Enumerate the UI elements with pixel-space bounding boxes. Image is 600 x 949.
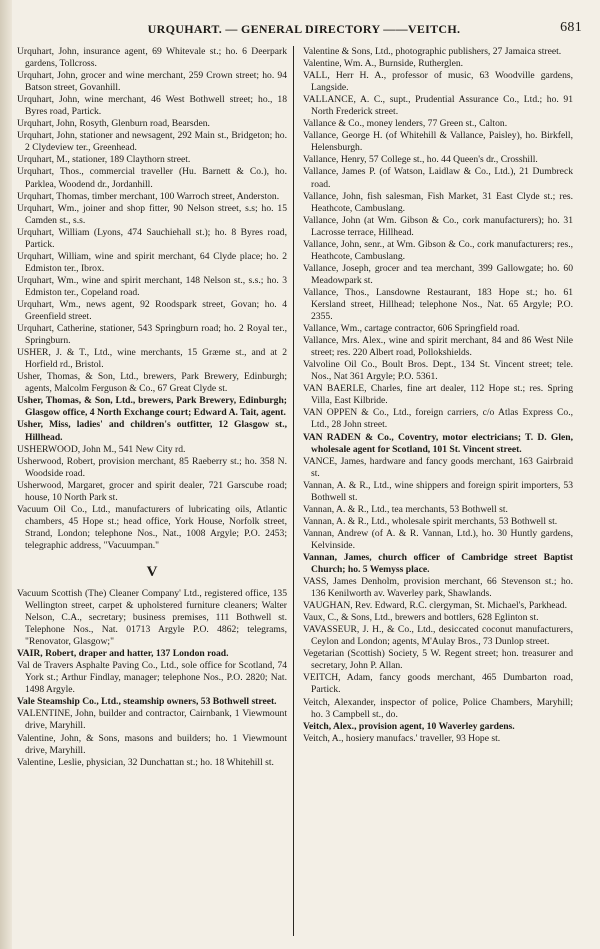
directory-entry: VEITCH, Adam, fancy goods merchant, 465 Dumbarton road, Partick. xyxy=(303,672,573,696)
directory-entry: Vallance, Henry, 57 College st., ho. 44 Queen's dr., Crosshill. xyxy=(303,154,538,166)
page-number: 681 xyxy=(560,20,582,35)
right-column xyxy=(303,46,573,745)
directory-entry: Vallance, John, senr., at Wm. Gibson & Co., cork manufacturers; res., Heathcote, Cambuslang. xyxy=(303,238,573,262)
directory-entry: Urquhart, William, wine and spirit merchant, 64 Clyde place; ho. 2 Edmiston ter., Ibrox. xyxy=(17,250,287,274)
directory-entry: Urquhart, Wm., wine and spirit merchant, 148 Nelson st., s.s.; ho. 3 Edmiston ter., Copeland road. xyxy=(17,274,287,298)
directory-entry: Urquhart, Wm., joiner and shop fitter, 90 Nelson street, s.s; ho. 15 Camden st., s.s. xyxy=(17,202,287,226)
directory-entry: Usher, Miss, ladies' and children's outfitter, 12 Glasgow st., Hillhead. xyxy=(17,419,287,443)
directory-entry: Vallance, Wm., cartage contractor, 606 Springfield road. xyxy=(303,323,520,335)
directory-entry: Vegetarian (Scottish) Society, 5 W. Regent street; hon. treasurer and secretary, John P. Allan. xyxy=(303,648,573,672)
directory-entry: Valentine, Wm. A., Burnside, Rutherglen. xyxy=(303,58,464,70)
directory-entry: Usher, Thomas, & Son, Ltd., brewers, Park Brewery, Edinburgh; agents, Malcolm Ferguson & Co., 67 Great Clyde st. xyxy=(17,371,287,395)
column-divider xyxy=(293,46,294,936)
directory-entry: Usherwood, Margaret, grocer and spirit dealer, 721 Garscube road; house, 10 North Park st. xyxy=(17,479,287,503)
directory-entry: Valentine, Leslie, physician, 32 Dunchattan st.; ho. 18 Whitehill st. xyxy=(17,756,274,768)
directory-entry: VALLANCE, A. C., supt., Prudential Assurance Co., Ltd.; ho. 91 North Frederick street. xyxy=(303,94,573,118)
directory-entry: Urquhart, Wm., news agent, 92 Roodspark street, Govan; ho. 4 Greenfield street. xyxy=(17,298,287,323)
directory-entry: Vallance, George H. (of Whitehill & Vallance, Paisley), ho. Birkfell, Helensburgh. xyxy=(303,130,573,154)
directory-entry: Veitch, Alexander, inspector of police, Police Chambers, Maryhill; ho. 3 Campbell st., do. xyxy=(303,696,573,720)
directory-entry: Vallance, James P. (of Watson, Laidlaw & Co., Ltd.), 21 Dumbreck road. xyxy=(303,166,573,190)
directory-entry: Valentine, John, & Sons, masons and builders; ho. 1 Viewmount drive, Maryhill. xyxy=(17,732,287,756)
directory-entry: Urquhart, Catherine, stationer, 543 Springburn road; ho. 2 Royal ter., Springburn. xyxy=(17,323,287,347)
directory-entry: Urquhart, John, Rosyth, Glenburn road, Bearsden. xyxy=(17,118,210,130)
directory-entry: Vannan, James, church officer of Cambridge street Baptist Church; ho. 5 Wemyss place. xyxy=(303,551,573,576)
directory-entry: VAIR, Robert, draper and hatter, 137 London road. xyxy=(17,648,229,660)
directory-entry: VANCE, James, hardware and fancy goods merchant, 163 Gairbraid st. xyxy=(303,455,573,479)
directory-entry: Veitch, A., hosiery manufacs.' traveller, 93 Hope st. xyxy=(303,732,501,744)
directory-entry: Urquhart, M., stationer, 189 Claythorn street. xyxy=(17,154,191,166)
directory-entry: Vannan, A. & R., Ltd., tea merchants, 53 Bothwell st. xyxy=(303,503,508,515)
directory-entry: USHERWOOD, John M., 541 New City rd. xyxy=(17,443,186,455)
directory-entry: Vannan, Andrew (of A. & R. Vannan, Ltd.), ho. 30 Huntly gardens, Kelvinside. xyxy=(303,527,573,551)
running-header: URQUHART. — GENERAL DIRECTORY ——VEITCH. xyxy=(147,22,461,36)
directory-entry: Valentine & Sons, Ltd., photographic publishers, 27 Jamaica street. xyxy=(303,46,562,57)
directory-entry: Vannan, A. & R., Ltd., wine shippers and foreign spirit importers, 53 Bothwell st. xyxy=(303,479,573,503)
directory-entry: Urquhart, William (Lyons, 474 Sauchiehall st.); ho. 8 Byres road, Partick. xyxy=(17,226,287,250)
directory-entry: VAN RADEN & Co., Coventry, motor electricians; T. D. Glen, wholesale agent for Scotland, 101 St. Vincent street. xyxy=(303,431,573,455)
directory-entry: Urquhart, John, wine merchant, 46 West Bothwell street; ho., 18 Byres road, Partick. xyxy=(17,94,287,118)
directory-entry: Urquhart, Thomas, timber merchant, 100 Warroch street, Anderston. xyxy=(17,190,280,202)
directory-entry: Urquhart, John, insurance agent, 69 Whitevale st.; ho. 6 Deerpark gardens, Tollcross. xyxy=(17,46,287,70)
directory-entry: Urquhart, Thos., commercial traveller (Hu. Barnett & Co.), ho. Parklea, Woodend dr., Jordanhill. xyxy=(17,166,287,190)
directory-entry: Vacuum Scottish (The) Cleaner Company' Ltd., registered office, 135 Wellington street, carpet & upholstered furniture cleaners; Walter Nelson, C.A., secretary; business premises, 111 Bothwell st. Telephone Nos., Nat. 01713 Argyle P.O. 4862; telegrams, "Renovator, Glasgow;" xyxy=(17,587,287,648)
directory-entry: Usherwood, Robert, provision merchant, 85 Raeberry st.; ho. 358 N. Woodside road. xyxy=(17,455,287,479)
directory-entry: VALL, Herr H. A., professor of music, 63 Woodville gardens, Langside. xyxy=(303,70,573,94)
directory-entry: Valvoline Oil Co., Boult Bros. Dept., 134 St. Vincent street; tele. Nos., Nat 361 Argyle; P.O. 5361. xyxy=(303,359,573,383)
directory-entry: Urquhart, John, stationer and newsagent, 292 Main st., Bridgeton; ho. 2 Clydeview ter., Greenhead. xyxy=(17,130,287,154)
directory-entry: VAN BAERLE, Charles, fine art dealer, 112 Hope st.; res. Spring Villa, East Kilbride. xyxy=(303,383,573,407)
directory-entry: USHER, J. & T., Ltd., wine merchants, 15 Græme st., and at 2 Horfield rd., Bristol. xyxy=(17,347,287,371)
page-header xyxy=(14,22,594,40)
directory-entry: Vaux, C., & Sons, Ltd., brewers and bottlers, 628 Eglinton st. xyxy=(303,612,539,624)
left-column xyxy=(17,46,287,769)
directory-entry: Vallance, John, fish salesman, Fish Market, 31 East Clyde st.; res. Heathcote, Cambuslang. xyxy=(303,190,573,214)
directory-entry: VAUGHAN, Rev. Edward, R.C. clergyman, St. Michael's, Parkhead. xyxy=(303,600,568,612)
directory-entry: Vallance & Co., money lenders, 77 Green st., Calton. xyxy=(303,118,508,130)
directory-entry: VASS, James Denholm, provision merchant, 66 Stevenson st.; ho. 136 Kenilworth av. Waverley park, Shawlands. xyxy=(303,576,573,600)
directory-entry: Vallance, Mrs. Alex., wine and spirit merchant, 84 and 86 West Nile street; res. 220 Albert road, Pollokshields. xyxy=(303,335,573,359)
directory-entry: Vannan, A. & R., Ltd., wholesale spirit merchants, 53 Bothwell st. xyxy=(303,515,558,527)
directory-entry: Usher, Thomas, & Son, Ltd., brewers, Park Brewery, Edinburgh; Glasgow office, 4 North Exchange court; Edward A. Tait, agent. xyxy=(17,395,287,419)
directory-entry: Vale Steamship Co., Ltd., steamship owners, 53 Bothwell street. xyxy=(17,696,277,708)
book-spine-shadow xyxy=(0,0,12,949)
directory-entry: Vallance, Joseph, grocer and tea merchant, 399 Gallowgate; ho. 60 Meadowpark st. xyxy=(303,262,573,286)
directory-entry: Vallance, John (at Wm. Gibson & Co., cork manufacturers); ho. 31 Lacrosse terrace, Hillhead. xyxy=(303,214,573,238)
directory-entry: VAVASSEUR, J. H., & Co., Ltd., desiccated coconut manufacturers, Ceylon and London; agents, M'Aulay Bros., 73 Dunlop street. xyxy=(303,624,573,648)
section-letter: V xyxy=(146,563,158,580)
directory-entry: VALENTINE, John, builder and contractor, Cairnbank, 1 Viewmount drive, Maryhill. xyxy=(17,708,287,732)
directory-entry: Urquhart, John, grocer and wine merchant, 259 Crown street; ho. 94 Batson street, Govanhill. xyxy=(17,70,287,94)
directory-entry: Vallance, Thos., Lansdowne Restaurant, 183 Hope st.; ho. 61 Kersland street, Hillhead; telephone Nos., Nat. 65 Argyle; P.O. 2355. xyxy=(303,286,573,323)
directory-entry: Val de Travers Asphalte Paving Co., Ltd., sole office for Scotland, 74 York st.; Arthur Findlay, manager; telephone Nos., P.O. 2820; Nat. 1498 Argyle. xyxy=(17,660,287,696)
directory-entry: Veitch, Alex., provision agent, 10 Waverley gardens. xyxy=(303,720,515,732)
directory-entry: VAN OPPEN & Co., Ltd., foreign carriers, c/o Atlas Express Co., Ltd., 28 John street. xyxy=(303,407,573,431)
directory-entry: Vacuum Oil Co., Ltd., manufacturers of lubricating oils, Atlantic chambers, 45 Hope st.; head office, York House, Norfolk street, Strand, London; telephone Nos., Nat., 1008 Argyle; P.O. 2453; telegraphic address, "Vacuumpan." xyxy=(17,503,287,551)
